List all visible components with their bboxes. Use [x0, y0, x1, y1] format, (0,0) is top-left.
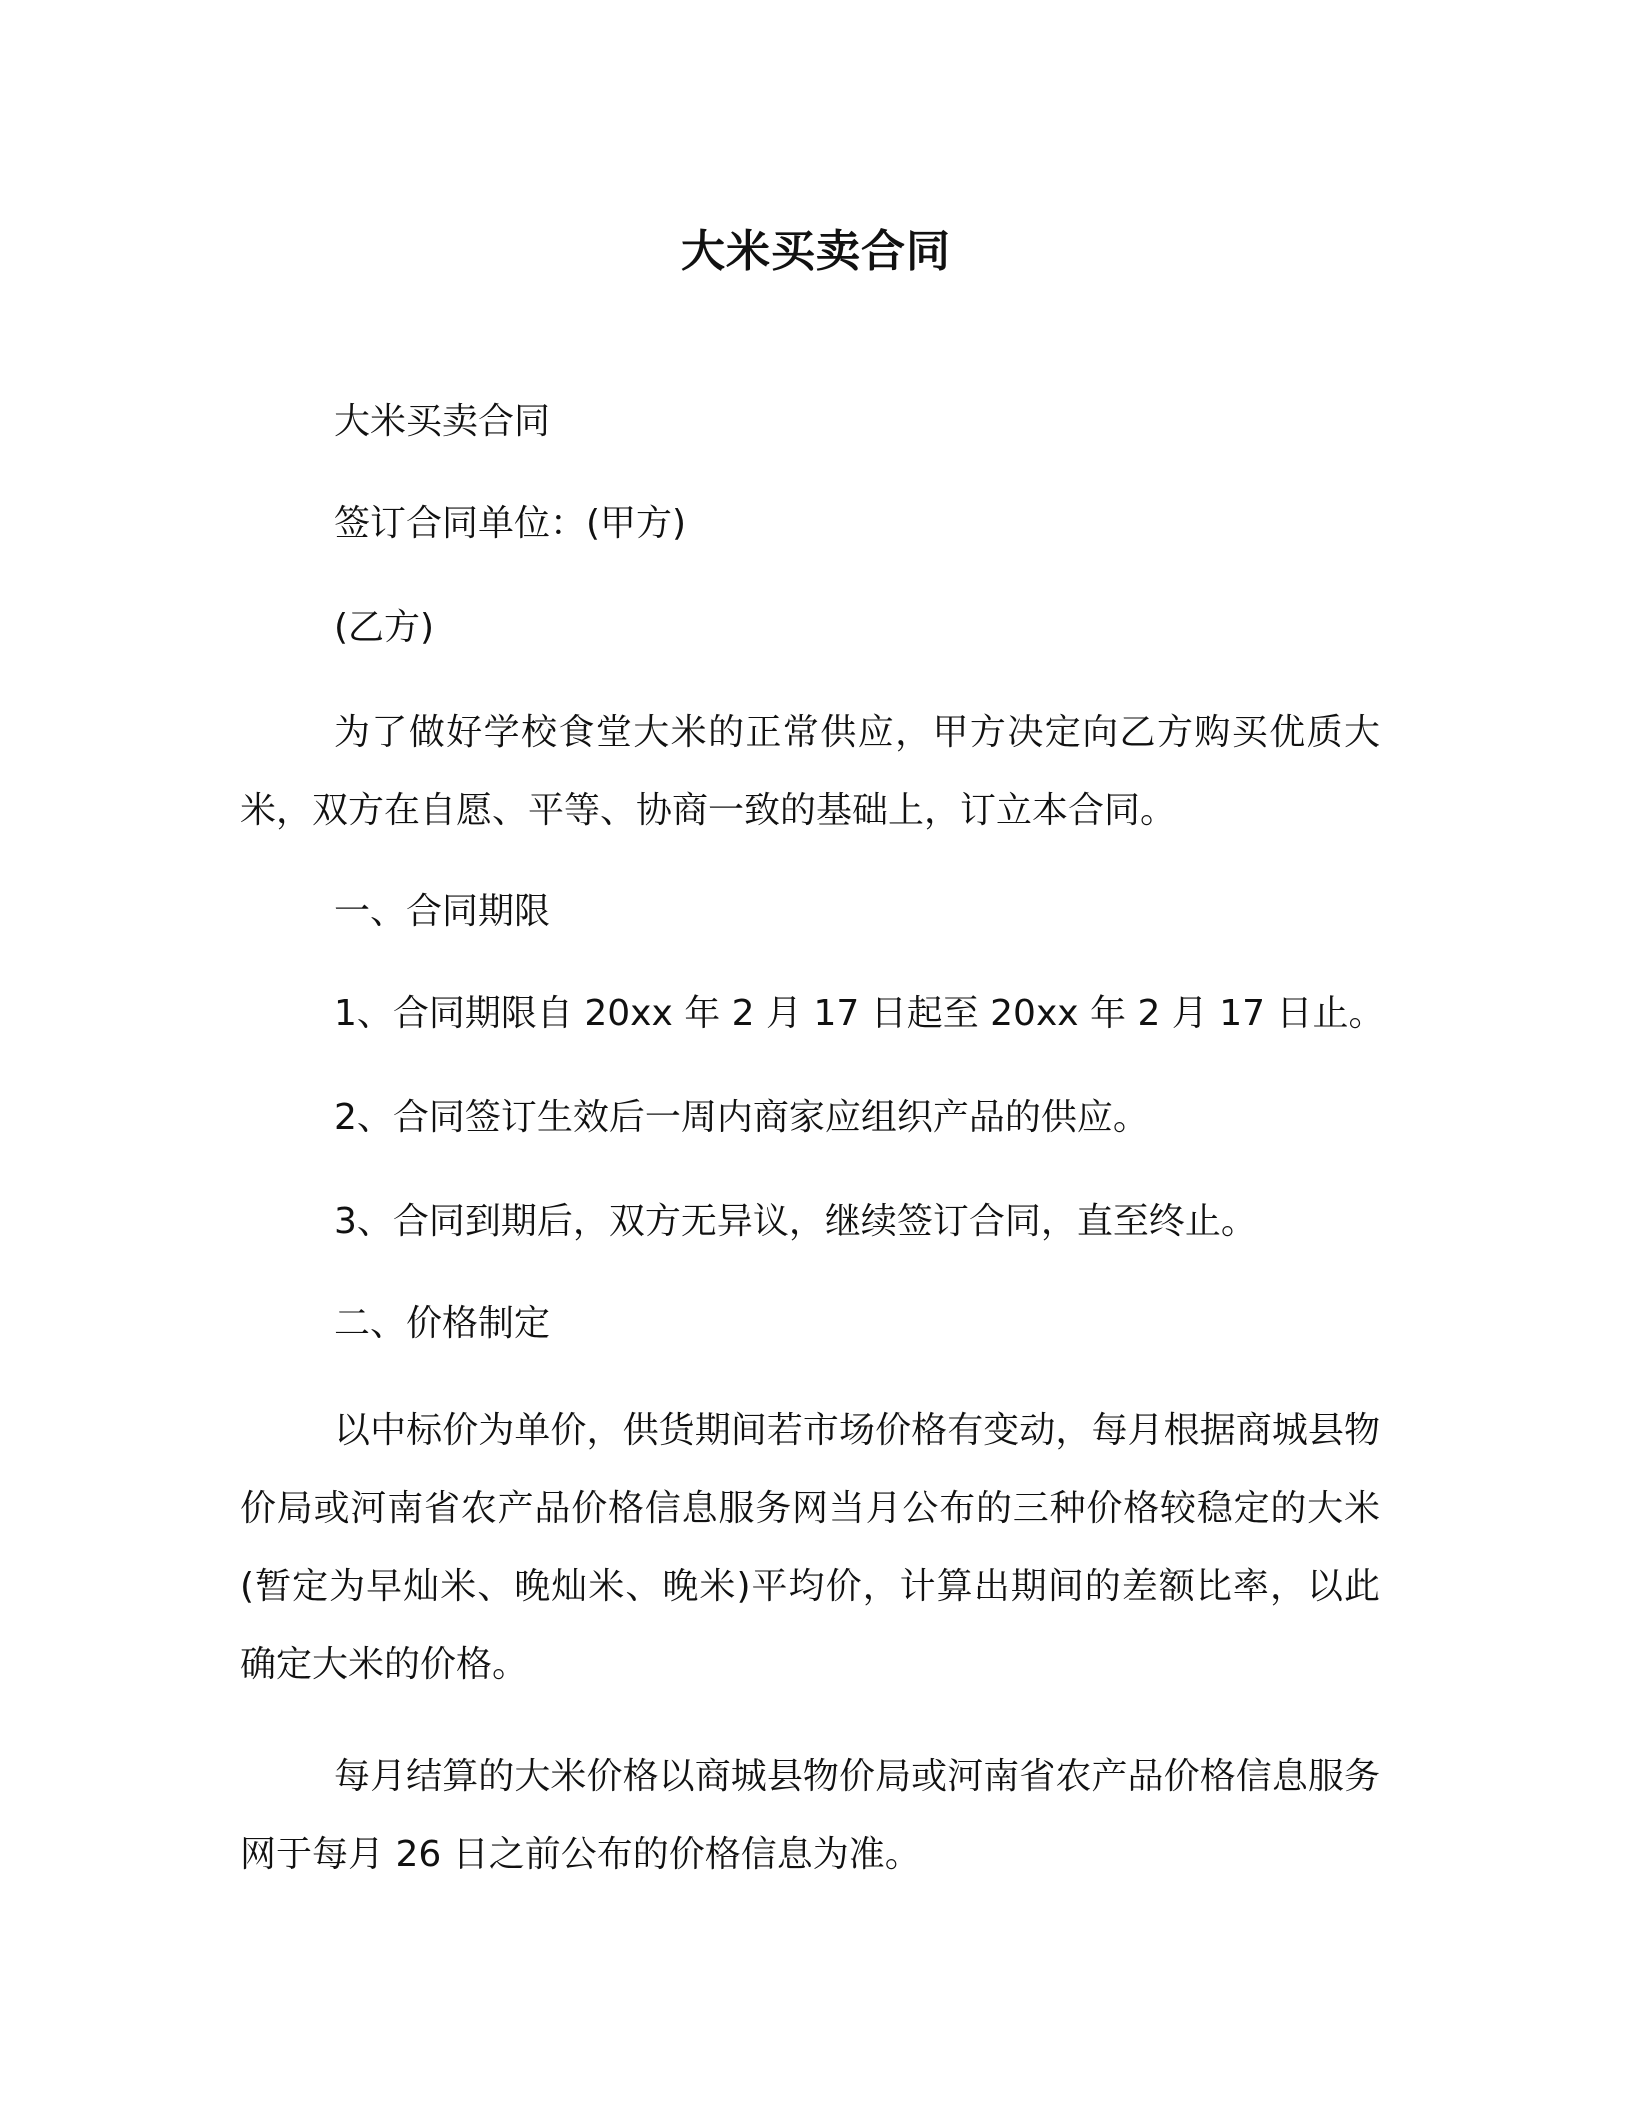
- section-1-item-3: 3、合同到期后，双方无异议，继续签订合同，直至终止。: [334, 1201, 1257, 1242]
- section-2-paragraph-2: 每月结算的大米价格以商城县物价局或河南省农产品价格信息服务网于每月 26 日之前公布的价格信息为准。: [240, 1756, 1380, 1875]
- signing-party-b: (乙方): [334, 607, 435, 648]
- signing-party-a: 签订合同单位：(甲方): [334, 503, 687, 544]
- section-2-heading: 二、价格制定: [334, 1303, 551, 1344]
- section-2-paragraph-1: 以中标价为单价，供货期间若市场价格有变动，每月根据商城县物价局或河南省农产品价格信息服务网当月公布的三种价格较稳定的大米(暂定为早灿米、晚灿米、晚米)平均价，计算出期间的差额比率，以此确定大米的价格。: [240, 1410, 1380, 1685]
- section-1-heading: 一、合同期限: [334, 891, 551, 932]
- intro-paragraph: 为了做好学校食堂大米的正常供应，甲方决定向乙方购买优质大米，双方在自愿、平等、协商一致的基础上，订立本合同。: [240, 712, 1380, 831]
- section-1-item-1: 1、合同期限自 20xx 年 2 月 17 日起至 20xx 年 2 月 17 日止。: [334, 993, 1385, 1034]
- document-title: 大米买卖合同: [681, 226, 951, 277]
- section-1-item-2: 2、合同签订生效后一周内商家应组织产品的供应。: [334, 1097, 1149, 1138]
- document-subtitle: 大米买卖合同: [334, 401, 551, 442]
